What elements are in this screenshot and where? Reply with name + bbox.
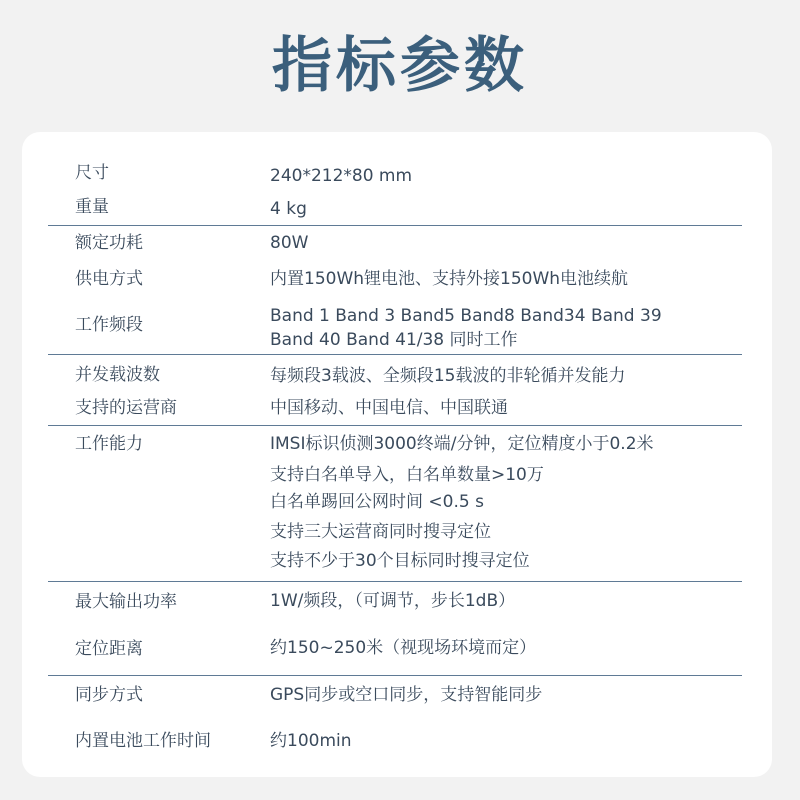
spec-value-line: 支持白名单导入，白名单数量>10万 xyxy=(270,465,544,485)
spec-value-line: IMSI标识侦测3000终端/分钟，定位精度小于0.2米 xyxy=(270,434,654,454)
spec-label: 额定功耗 xyxy=(75,233,143,253)
spec-label: 定位距离 xyxy=(75,639,143,659)
divider xyxy=(48,675,742,676)
spec-label: 同步方式 xyxy=(75,685,143,705)
spec-label: 内置电池工作时间 xyxy=(75,731,211,751)
spec-value: 4 kg xyxy=(270,199,307,219)
spec-label: 最大输出功率 xyxy=(75,592,177,612)
spec-value: 80W xyxy=(270,233,309,253)
spec-label: 工作频段 xyxy=(75,315,143,335)
spec-value: 内置150Wh锂电池、支持外接150Wh电池续航 xyxy=(270,269,629,289)
spec-value-line: Band 1 Band 3 Band5 Band8 Band34 Band 39 xyxy=(270,306,662,326)
spec-label: 工作能力 xyxy=(75,434,143,454)
spec-value-line: Band 40 Band 41/38 同时工作 xyxy=(270,330,518,350)
spec-value: 240*212*80 mm xyxy=(270,166,413,186)
divider xyxy=(48,581,742,582)
spec-value-line: 白名单踢回公网时间 <0.5 s xyxy=(270,492,484,512)
divider xyxy=(48,354,742,355)
spec-label: 支持的运营商 xyxy=(75,398,177,418)
spec-value: 每频段3载波、全频段15载波的非轮循并发能力 xyxy=(270,366,626,386)
spec-value: 中国移动、中国电信、中国联通 xyxy=(270,398,508,418)
spec-label: 并发载波数 xyxy=(75,365,160,385)
page-title: 指标参数 xyxy=(272,31,528,101)
spec-value: 1W/频段，（可调节，步长1dB） xyxy=(270,591,516,611)
spec-value-line: 支持不少于30个目标同时搜寻定位 xyxy=(270,551,530,571)
spec-label: 重量 xyxy=(75,197,109,217)
spec-value-line: 支持三大运营商同时搜寻定位 xyxy=(270,522,491,542)
spec-label: 供电方式 xyxy=(75,269,143,289)
spec-value: GPS同步或空口同步，支持智能同步 xyxy=(270,685,543,705)
divider xyxy=(48,425,742,426)
spec-value: 约100min xyxy=(270,731,352,751)
spec-label: 尺寸 xyxy=(75,163,109,183)
spec-value: 约150~250米（视现场环境而定） xyxy=(270,638,537,658)
divider xyxy=(48,225,742,226)
spec-card xyxy=(22,132,772,777)
